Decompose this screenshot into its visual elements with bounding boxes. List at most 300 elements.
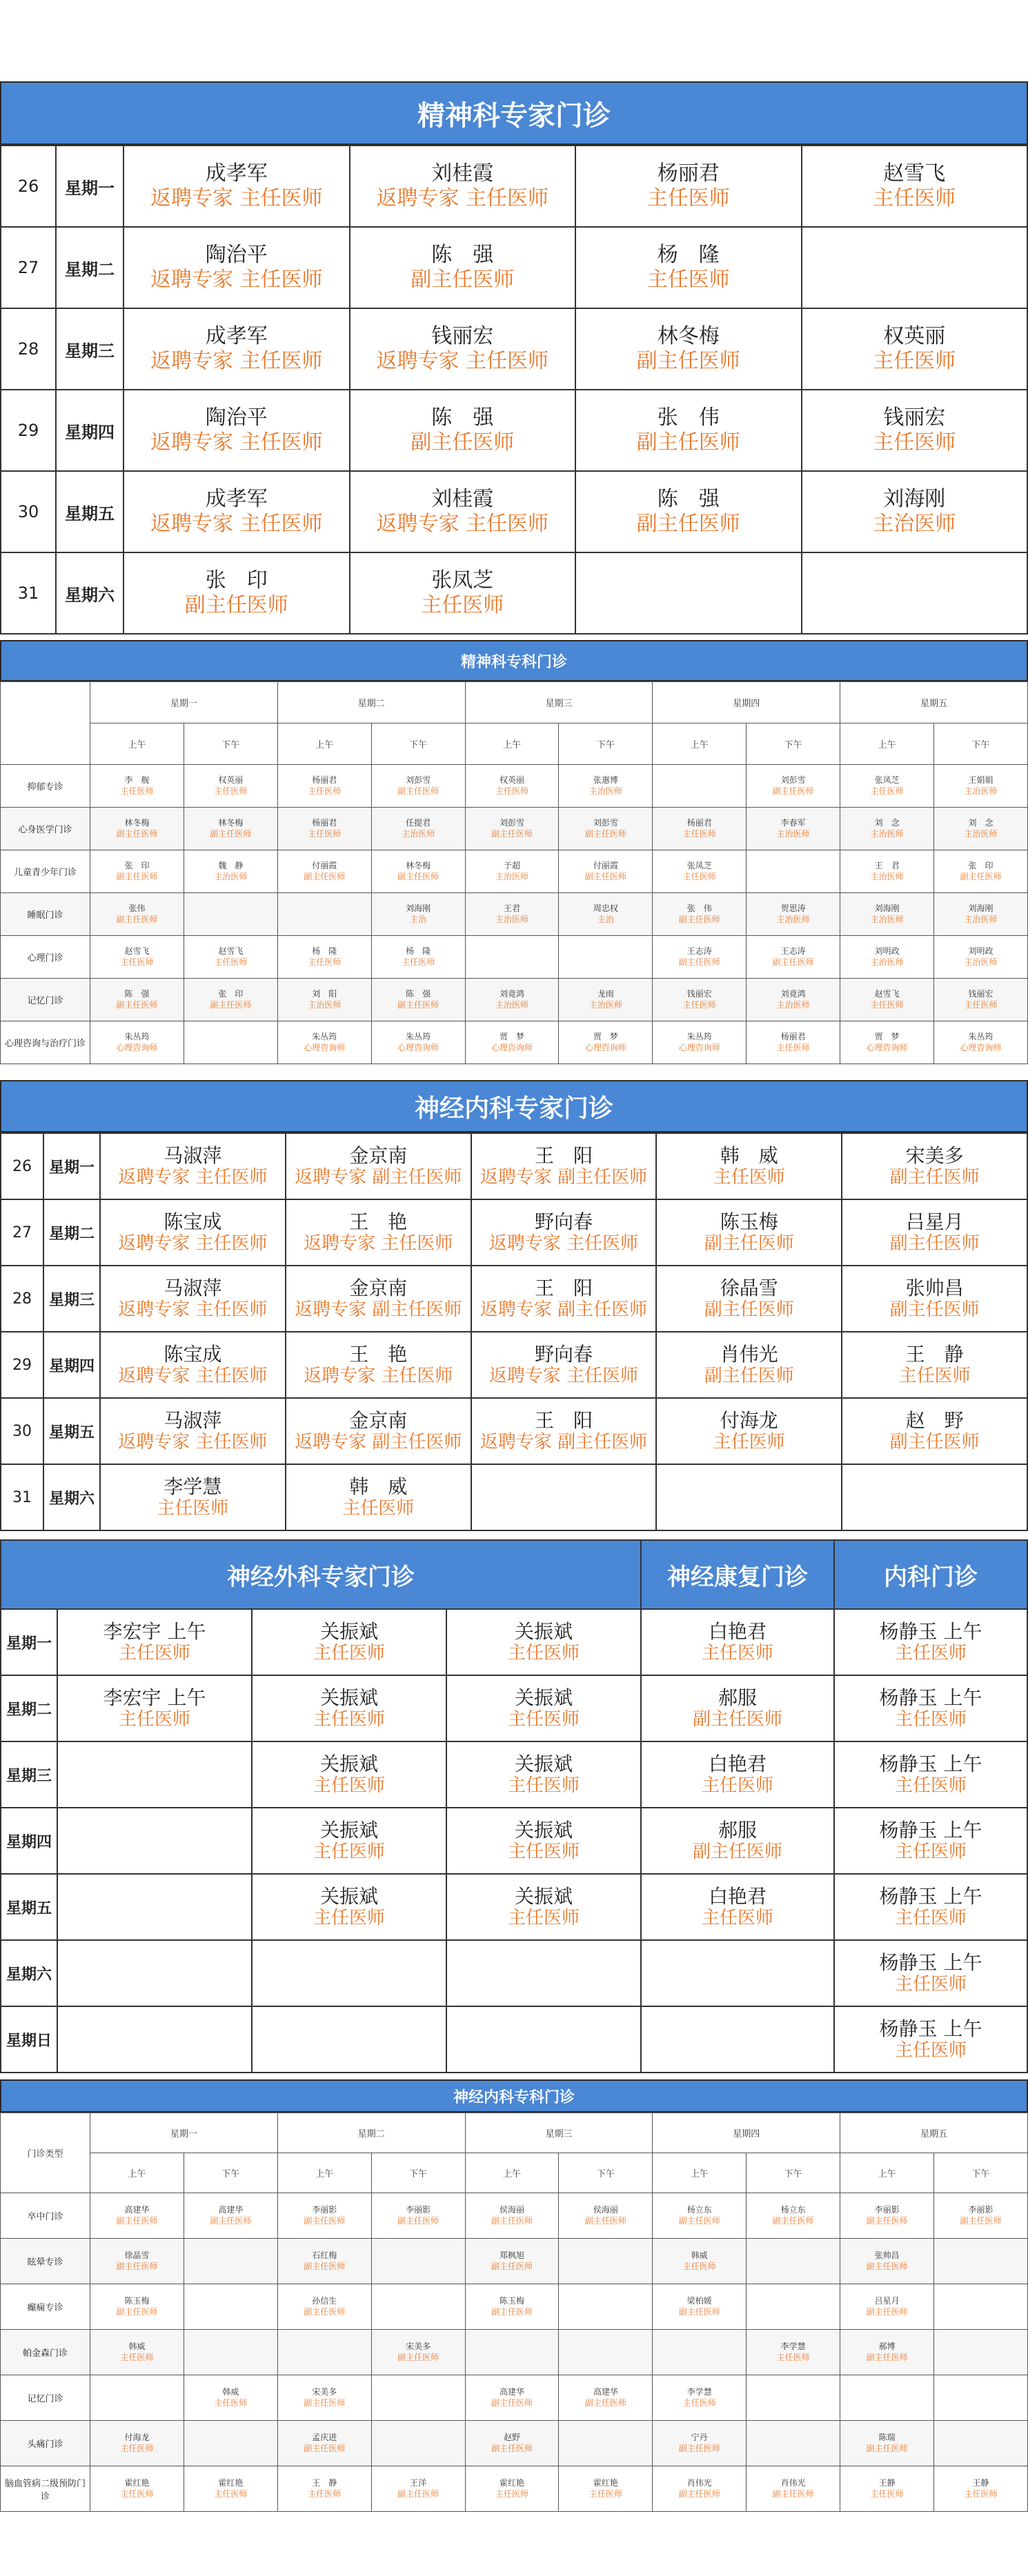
schedule-cell (371, 2466, 465, 2512)
doctor-title: 返聘专家 主任医师 (150, 349, 323, 373)
schedule-cell (446, 1940, 641, 2006)
schedule-cell (842, 1199, 1027, 1266)
doctor-name: 张 印 (968, 860, 994, 870)
doctor-title: 主任医师 (507, 1643, 580, 1664)
doctor-name: 杨静玉 上午 (879, 1884, 982, 1908)
doctor-name: 马淑萍 (164, 1144, 222, 1167)
doctor-name: 林冬梅 (406, 860, 431, 870)
doctor-name: 杨静玉 上午 (879, 1686, 982, 1709)
doctor-name: 张 印 (205, 568, 268, 592)
doctor-title: 副主任医师 (584, 2397, 626, 2408)
doctor-name: 李 舰 (124, 775, 150, 785)
doctor-name: 钱丽宏 (686, 988, 712, 999)
doctor-name: 关振斌 (514, 1818, 573, 1841)
internal-title: 内科门诊 (834, 1540, 1027, 1609)
schedule-cell (840, 1021, 934, 1064)
schedule-cell (840, 2375, 934, 2421)
schedule-cell (653, 808, 747, 850)
doctor-title: 主任医师 (507, 1841, 580, 1863)
schedule-cell (184, 808, 277, 850)
schedule-cell (350, 308, 576, 390)
schedule-cell (653, 2284, 747, 2330)
doctor-title: 副主任医师 (636, 349, 740, 373)
schedule-cell (559, 979, 653, 1021)
doctor-name: 刘彭雪 (593, 817, 618, 828)
table-row (1, 1609, 1027, 1675)
schedule-cell (90, 2193, 184, 2239)
doctor-title: 主任医师 (120, 786, 154, 796)
doctor-name: 权英丽 (500, 775, 525, 785)
day-header: 星期二 (277, 682, 465, 723)
doctor-title: 返聘专家 主任医师 (376, 186, 549, 210)
doctor-title: 副主任医师 (411, 430, 515, 455)
doctor-title: 主任医师 (342, 1498, 415, 1519)
day-header: 星期一 (90, 682, 278, 723)
pm-header: 下午 (184, 2153, 277, 2193)
doctor-title: 副主任医师 (889, 1167, 980, 1188)
schedule-cell (653, 2239, 747, 2284)
schedule-cell (100, 1199, 286, 1266)
date-cell: 26 (1, 1133, 43, 1199)
schedule-cell (834, 1741, 1027, 1808)
doctor-name: 陶治平 (205, 406, 268, 430)
doctor-name: 王娟娟 (968, 775, 994, 785)
neuro-expert-table (0, 1132, 1028, 1531)
schedule-cell (371, 2284, 465, 2330)
schedule-cell (747, 2421, 840, 2466)
table-row (1, 2193, 1028, 2239)
schedule-cell (559, 936, 653, 979)
doctor-title: 主任医师 (313, 1841, 385, 1863)
doctor-name: 任提君 (406, 817, 431, 828)
doctor-title: 返聘专家 副主任医师 (480, 1432, 648, 1453)
schedule-cell (653, 2466, 747, 2512)
am-header: 上午 (840, 723, 934, 765)
doctor-name: 杨丽君 (686, 817, 712, 828)
doctor-name: 高建华 (124, 2204, 150, 2215)
doctor-title: 返聘专家 主任医师 (118, 1167, 268, 1188)
doctor-title: 主任医师 (682, 828, 716, 839)
doctor-name: 王静 (972, 2477, 989, 2488)
schedule-cell (653, 2193, 747, 2239)
doctor-name: 陈玉梅 (124, 2295, 150, 2306)
doctor-title: 主任医师 (964, 2488, 998, 2499)
schedule-cell (90, 2375, 184, 2421)
doctor-title: 副主任医师 (491, 2306, 533, 2317)
doctor-name: 朱丛筠 (968, 1031, 994, 1041)
clinic-type: 眩晕专诊 (1, 2239, 90, 2284)
schedule-cell (350, 471, 576, 552)
doctor-name: 杨静玉 上午 (879, 1619, 982, 1643)
schedule-cell (656, 1266, 842, 1332)
doctor-title: 副主任医师 (116, 828, 158, 839)
schedule-cell (100, 1398, 286, 1464)
doctor-name: 刘海刚 (406, 903, 431, 913)
doctor-name: 朱丛筠 (124, 1031, 150, 1041)
neuro-expert-section (0, 1080, 1028, 1535)
schedule-cell (834, 1609, 1027, 1675)
table-row (1, 1464, 1027, 1530)
doctor-name: 魏 静 (218, 860, 244, 870)
schedule-cell (184, 936, 277, 979)
schedule-cell (350, 227, 576, 308)
schedule-cell (184, 2421, 277, 2466)
doctor-name: 王志涛 (780, 946, 806, 956)
day-header: 星期三 (465, 682, 653, 723)
schedule-cell (834, 1874, 1027, 1940)
doctor-name: 贾 梦 (500, 1031, 525, 1041)
pm-header: 下午 (559, 723, 653, 765)
doctor-title: 主任医师 (873, 186, 956, 210)
doctor-name: 霍红艳 (500, 2477, 525, 2488)
weekday-cell: 星期五 (56, 471, 123, 552)
doctor-name: 李丽影 (874, 2204, 900, 2215)
doctor-name: 刘彭雪 (780, 775, 806, 785)
schedule-cell (575, 471, 802, 552)
doctor-name: 韩 威 (349, 1475, 408, 1498)
doctor-title: 返聘专家 主任医师 (118, 1299, 268, 1321)
doctor-name: 赵野 (504, 2432, 521, 2442)
doctor-title: 返聘专家 主任医师 (150, 186, 323, 210)
schedule-cell (747, 765, 840, 808)
type-label: 门诊类型 (1, 2113, 90, 2193)
schedule-cell (802, 146, 1028, 227)
schedule-cell (842, 1464, 1027, 1530)
doctor-title: 副主任医师 (678, 2306, 720, 2317)
doctor-title: 主任医师 (870, 2488, 904, 2499)
doctor-title: 返聘专家 主任医师 (304, 1233, 453, 1255)
doctor-title: 副主任医师 (491, 2397, 533, 2408)
weekday-cell: 星期三 (1, 1741, 57, 1808)
doctor-name: 金京南 (349, 1408, 408, 1432)
doctor-name: 刘 念 (874, 817, 900, 828)
schedule-cell (641, 1741, 834, 1808)
schedule-cell (747, 1021, 840, 1064)
table-row (1, 2284, 1028, 2330)
doctor-name: 王 静 (312, 2477, 337, 2488)
schedule-cell (371, 2193, 465, 2239)
doctor-title: 主治医师 (402, 828, 435, 839)
doctor-name: 陈 强 (657, 487, 720, 511)
doctor-name: 宋美多 (406, 2341, 431, 2351)
schedule-cell (90, 765, 184, 808)
day-header: 星期二 (277, 2113, 465, 2153)
doctor-title: 返聘专家 副主任医师 (480, 1299, 648, 1321)
pm-header: 下午 (934, 2153, 1028, 2193)
doctor-name: 郑枫旭 (500, 2250, 525, 2260)
doctor-title: 主任医师 (646, 186, 730, 210)
schedule-cell (184, 2466, 277, 2512)
am-header: 上午 (653, 723, 747, 765)
schedule-cell (465, 979, 559, 1021)
doctor-name: 付丽霞 (593, 860, 618, 870)
clinic-type: 记忆门诊 (1, 2375, 90, 2421)
am-header: 上午 (90, 2153, 184, 2193)
doctor-name: 李丽影 (968, 2204, 994, 2215)
doctor-title: 返聘专家 主任医师 (376, 512, 549, 536)
schedule-cell (802, 552, 1028, 634)
schedule-cell (559, 808, 653, 850)
clinic-type: 癫痫专诊 (1, 2284, 90, 2330)
doctor-name: 张凤芝 (874, 775, 900, 785)
schedule-cell (656, 1199, 842, 1266)
doctor-title: 副主任医师 (678, 2443, 720, 2453)
day-header: 星期三 (465, 2113, 653, 2153)
schedule-cell (90, 808, 184, 850)
schedule-cell (934, 2466, 1028, 2512)
schedule-cell (653, 2330, 747, 2375)
schedule-cell (371, 765, 465, 808)
table-row (1, 2006, 1027, 2073)
schedule-cell (57, 1874, 252, 1940)
doctor-title: 副主任医师 (772, 786, 814, 796)
combo-table (0, 1539, 1028, 2073)
weekday-cell: 星期六 (56, 552, 123, 634)
schedule-cell (465, 850, 559, 893)
doctor-title: 主任医师 (873, 349, 956, 373)
doctor-title: 主任医师 (308, 957, 342, 967)
clinic-type: 记忆门诊 (1, 979, 90, 1021)
schedule-cell (840, 808, 934, 850)
schedule-cell (184, 2375, 277, 2421)
doctor-name: 于超 (504, 860, 521, 870)
doctor-title: 主治医师 (870, 914, 904, 924)
schedule-cell (747, 979, 840, 1021)
weekday-cell: 星期日 (1, 2006, 57, 2073)
schedule-cell (747, 850, 840, 893)
doctor-title: 副主任医师 (116, 999, 158, 1010)
weekday-cell: 星期三 (56, 308, 123, 390)
schedule-cell (90, 1021, 184, 1064)
doctor-name: 陈 强 (431, 406, 494, 430)
doctor-name: 陈 强 (431, 243, 494, 267)
schedule-cell (57, 1609, 252, 1675)
doctor-name: 关振斌 (319, 1752, 378, 1775)
neuro-special-section (0, 2079, 1028, 2562)
doctor-title: 副主任医师 (116, 2215, 158, 2226)
doctor-title: 副主任医师 (704, 1233, 794, 1255)
doctor-name: 贾 梦 (593, 1031, 618, 1041)
doctor-title: 主任医师 (308, 828, 342, 839)
doctor-name: 马淑萍 (164, 1408, 222, 1432)
schedule-cell (371, 1021, 465, 1064)
doctor-name: 赵雪飞 (883, 161, 946, 186)
doctor-title: 主治医师 (495, 914, 529, 924)
schedule-cell (252, 1609, 446, 1675)
doctor-title: 心理咨询师 (960, 1042, 1002, 1052)
doctor-name: 周忠权 (593, 903, 618, 913)
schedule-cell (277, 808, 371, 850)
doctor-title: 主任医师 (589, 2488, 622, 2499)
schedule-cell (575, 146, 802, 227)
doctor-title: 副主任医师 (116, 914, 158, 924)
doctor-title: 副主任医师 (304, 2397, 346, 2408)
schedule-cell (559, 2239, 653, 2284)
schedule-cell (934, 1021, 1028, 1064)
table-row (1, 2421, 1028, 2466)
doctor-title: 主任医师 (495, 2488, 529, 2499)
doctor-title: 返聘专家 主任医师 (118, 1233, 268, 1255)
table-row (1, 808, 1028, 850)
schedule-cell (465, 808, 559, 850)
schedule-cell (57, 1741, 252, 1808)
schedule-cell (277, 1021, 371, 1064)
doctor-title: 主治医师 (776, 914, 810, 924)
doctor-name: 王 艳 (349, 1210, 408, 1233)
doctor-title: 主任医师 (118, 1709, 190, 1730)
doctor-title: 副主任医师 (210, 999, 252, 1010)
doctor-name: 孙信生 (312, 2295, 337, 2306)
schedule-cell (123, 390, 350, 471)
doctor-title: 主任医师 (870, 786, 904, 796)
doctor-name: 杨静玉 上午 (879, 2017, 982, 2040)
schedule-cell (559, 2375, 653, 2421)
schedule-cell (371, 2239, 465, 2284)
doctor-name: 宁丹 (691, 2432, 708, 2442)
table-row (1, 1874, 1027, 1940)
doctor-title: 副主任医师 (304, 871, 346, 881)
table-row (1, 936, 1028, 979)
psy-expert-table (0, 145, 1028, 635)
day-header: 星期一 (90, 2113, 278, 2153)
schedule-cell (934, 936, 1028, 979)
doctor-name: 权英丽 (883, 324, 946, 348)
doctor-title: 主治医师 (870, 871, 904, 881)
clinic-type: 头痛门诊 (1, 2421, 90, 2466)
doctor-name: 金京南 (349, 1276, 408, 1299)
schedule-cell (656, 1398, 842, 1464)
schedule-cell (90, 2421, 184, 2466)
schedule-cell (471, 1199, 657, 1266)
doctor-title: 主治医师 (964, 914, 998, 924)
doctor-name: 宋美多 (312, 2386, 337, 2397)
doctor-title: 副主任医师 (678, 957, 720, 967)
am-header: 上午 (90, 723, 184, 765)
doctor-title: 返聘专家 主任医师 (118, 1366, 268, 1387)
doctor-title: 返聘专家 主任医师 (150, 430, 323, 455)
schedule-cell (123, 308, 350, 390)
schedule-cell (840, 2330, 934, 2375)
schedule-cell (934, 2193, 1028, 2239)
schedule-cell (286, 1332, 471, 1398)
schedule-cell (747, 2193, 840, 2239)
doctor-title: 心理咨询师 (304, 1042, 346, 1052)
doctor-title: 主任医师 (713, 1167, 785, 1188)
pm-header: 下午 (371, 2153, 465, 2193)
doctor-title: 主任医师 (682, 2397, 716, 2408)
schedule-cell (277, 2421, 371, 2466)
schedule-cell (934, 808, 1028, 850)
table-row (1, 1940, 1027, 2006)
doctor-title: 主任医师 (120, 2443, 154, 2453)
table-row (1, 2330, 1028, 2375)
doctor-title: 副主任医师 (772, 2488, 814, 2499)
schedule-cell (371, 979, 465, 1021)
doctor-title: 主任医师 (776, 1042, 810, 1052)
doctor-title: 主任医师 (214, 2488, 248, 2499)
doctor-name: 刘彭雪 (406, 775, 431, 785)
doctor-title: 主治医师 (589, 999, 622, 1010)
doctor-title: 心理咨询师 (584, 1042, 626, 1052)
pm-header: 下午 (559, 2153, 653, 2193)
schedule-cell (277, 2239, 371, 2284)
day-header: 星期四 (653, 682, 840, 723)
table-row (1, 850, 1028, 893)
doctor-title: 主任医师 (701, 1643, 773, 1664)
am-header: 上午 (465, 723, 559, 765)
schedule-cell (90, 2330, 184, 2375)
doctor-title: 副主任医师 (866, 2306, 908, 2317)
table-row (1, 308, 1027, 390)
doctor-title: 副主任医师 (889, 1299, 980, 1321)
schedule-cell (934, 2239, 1028, 2284)
neuro-special-table (0, 2113, 1028, 2512)
weekday-cell: 星期一 (43, 1133, 100, 1199)
doctor-name: 刘竟鸿 (500, 988, 525, 999)
doctor-name: 钱丽宏 (431, 324, 494, 348)
doctor-name: 王志涛 (686, 946, 712, 956)
doctor-title: 主任医师 (894, 1709, 967, 1730)
doctor-name: 关振斌 (319, 1619, 378, 1643)
schedule-cell (575, 390, 802, 471)
doctor-title: 副主任医师 (692, 1841, 782, 1863)
doctor-name: 侯海丽 (593, 2204, 618, 2215)
schedule-cell (252, 1675, 446, 1741)
doctor-title: 主任医师 (214, 2397, 248, 2408)
date-cell: 31 (1, 552, 56, 634)
doctor-name: 杨静玉 上午 (879, 1752, 982, 1775)
schedule-cell (465, 2330, 559, 2375)
schedule-cell (653, 850, 747, 893)
schedule-cell (559, 765, 653, 808)
doctor-name: 杨丽君 (780, 1031, 806, 1041)
doctor-name: 刘 阳 (312, 988, 337, 999)
doctor-title: 主治医师 (495, 871, 529, 881)
doctor-name: 金京南 (349, 1144, 408, 1167)
schedule-cell (747, 2284, 840, 2330)
doctor-title: 副主任医师 (304, 2261, 346, 2271)
doctor-name: 李学慧 (780, 2341, 806, 2351)
schedule-cell (471, 1133, 657, 1199)
doctor-name: 郝服 (718, 1686, 757, 1709)
weekday-cell: 星期四 (1, 1808, 57, 1874)
schedule-cell (471, 1464, 657, 1530)
schedule-cell (934, 2330, 1028, 2375)
doctor-name: 郝博 (878, 2341, 896, 2351)
doctor-name: 杨丽君 (657, 161, 720, 186)
doctor-name: 吕星月 (874, 2295, 900, 2306)
table-row (1, 1266, 1027, 1332)
doctor-name: 刘海刚 (968, 903, 994, 913)
doctor-title: 副主任医师 (491, 828, 533, 839)
doctor-name: 韩威 (128, 2341, 146, 2351)
schedule-cell (471, 1332, 657, 1398)
doctor-title: 副主任医师 (116, 871, 158, 881)
clinic-type: 脑血管病二级预防门诊 (1, 2466, 90, 2512)
date-cell: 31 (1, 1464, 43, 1530)
am-header: 上午 (277, 723, 371, 765)
schedule-cell (465, 2239, 559, 2284)
doctor-name: 关振斌 (514, 1884, 573, 1908)
schedule-cell (465, 2466, 559, 2512)
doctor-title: 副主任医师 (678, 2215, 720, 2226)
doctor-name: 肖伟光 (780, 2477, 806, 2488)
doctor-name: 刘竟鸿 (780, 988, 806, 999)
doctor-title: 副主任医师 (411, 268, 515, 292)
doctor-name: 王君 (504, 903, 521, 913)
day-header: 星期五 (840, 682, 1028, 723)
schedule-cell (840, 893, 934, 936)
